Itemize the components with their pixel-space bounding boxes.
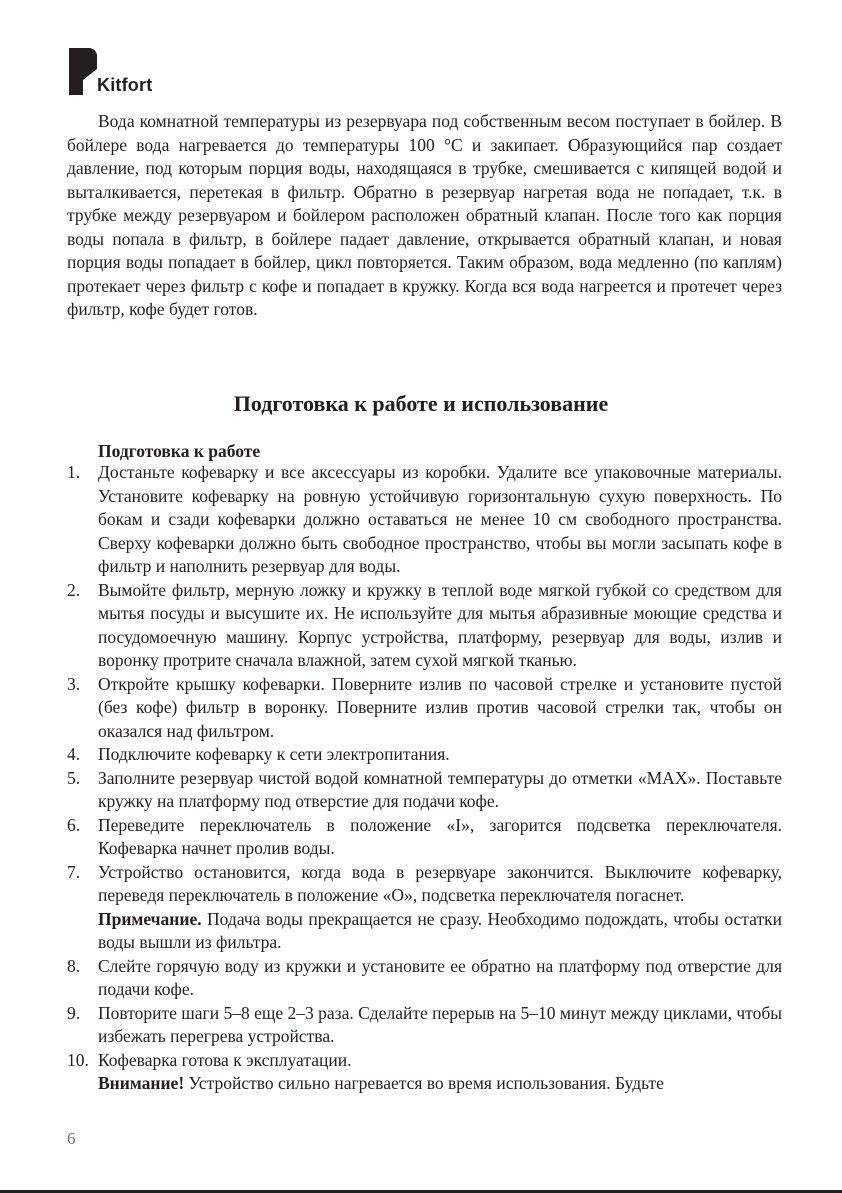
note-label: Примечание. [98,908,202,929]
list-item [67,579,782,673]
kitfort-logo-icon [68,47,98,97]
kitfort-logo [68,47,178,97]
list-item [67,461,782,579]
step-number: 7. [67,861,81,882]
list-item [67,673,782,744]
note-text: Подача воды прекращается не сразу. Необходимо подождать, чтобы остатки воды вышли из фильтра. [98,908,782,952]
list-item [67,743,782,767]
step-number: 6. [67,814,81,835]
step-text: Устройство остановится, когда вода в резервуаре закончится. Выключите кофеварку, переведя переключатель в положение «O», подсветка переключателя погаснет. [98,861,782,905]
page-number: 6 [67,1129,76,1148]
step-number: 9. [67,1002,81,1023]
intro-paragraph: Вода комнатной температуры из резервуара под собственным весом поступает в бойлер. В бойлере вода нагревается до температуры 100 °C и закипает. Образующийся пар создает давление, под которым порция воды, находящаяся в трубке, смешивается с кипящей водой и выталкивается, перетекая в фильтр. Обратно в резервуар нагретая вода не попадает, т.к. в трубке между резервуаром и бойлером расположен обратный клапан. После того как порция воды попала в фильтр, в бойлере падает давление, открывается обратный клапан, и новая порция воды попадает в бойлер, цикл повторяется. Таким образом, вода медленно (по каплям) протекает через фильтр с кофе и попадает в кружку. Когда вся вода нагреется и протечет через фильтр, кофе будет готов. [67,111,782,319]
step-number: 8. [67,955,81,976]
warning [67,1072,782,1096]
step-text: Откройте крышку кофеварки. Поверните излив по часовой стрелке и установите пустой (без кофе) фильтр в воронку. Поверните излив против часовой стрелки так, чтобы он оказался над фильтром. [98,673,782,741]
step-number: 4. [67,744,81,764]
step-text: Слейте горячую воду из кружки и установите ее обратно на платформу под отверстие для подачи кофе. [98,955,782,999]
step-text: Кофеварка готова к эксплуатации. [98,1049,352,1070]
list-item [67,1002,782,1049]
step-number: 2. [67,579,81,600]
list-item [67,767,782,814]
section-title: Подготовка к работе и использование [233,391,609,416]
logo-text: Kitfort [97,75,153,95]
list-item [67,1049,782,1073]
step-text: Переведите переключатель в положение «I», загорится подсветка переключателя. Кофеварка начнет пролив воды. [98,814,782,858]
list-item [67,814,782,861]
step-number: 3. [67,673,81,694]
step-number: 5. [67,767,81,788]
steps-list [67,461,782,1096]
subheading: Подготовка к работе [98,441,261,461]
step-number: 10. [67,1049,89,1070]
step-text: Подключите кофеварку к сети электропитания. [98,744,450,764]
step-number: 1. [67,462,81,482]
warning-text: Устройство сильно нагревается во время использования. Будьте [188,1073,664,1093]
step-text: Вымойте фильтр, мерную ложку и кружку в теплой воде мягкой губкой со средством для мытья посуды и высушите их. Не используйте для мытья абразивные моющие средства и посудомоечную машину. Корпус устройства, платформу, резервуар для воды, излив и воронку протрите сначала влажной, затем сухой мягкой тканью. [98,579,782,670]
list-item [67,861,782,908]
step-text: Повторите шаги 5–8 еще 2–3 раза. Сделайте перерыв на 5–10 минут между циклами, чтобы избежать перегрева устройства. [98,1002,782,1046]
warning-label: Внимание! [98,1073,185,1093]
list-item [67,955,782,1002]
step-text: Заполните резервуар чистой водой комнатной температуры до отметки «MAX». Поставьте кружку на платформу под отверстие для подачи кофе. [98,767,782,811]
note [67,908,782,955]
step-text: Достаньте кофеварку и все аксессуары из коробки. Удалите все упаковочные материалы. Установите кофеварку на ровную устойчивую горизонтальную сухую поверхность. По бокам и сзади кофеварки должно оставаться не менее 10 см свободного пространства. Сверху кофеварки должно быть свободное пространство, чтобы вы могли засыпать кофе в фильтр и наполнить резервуар для воды. [98,462,782,576]
